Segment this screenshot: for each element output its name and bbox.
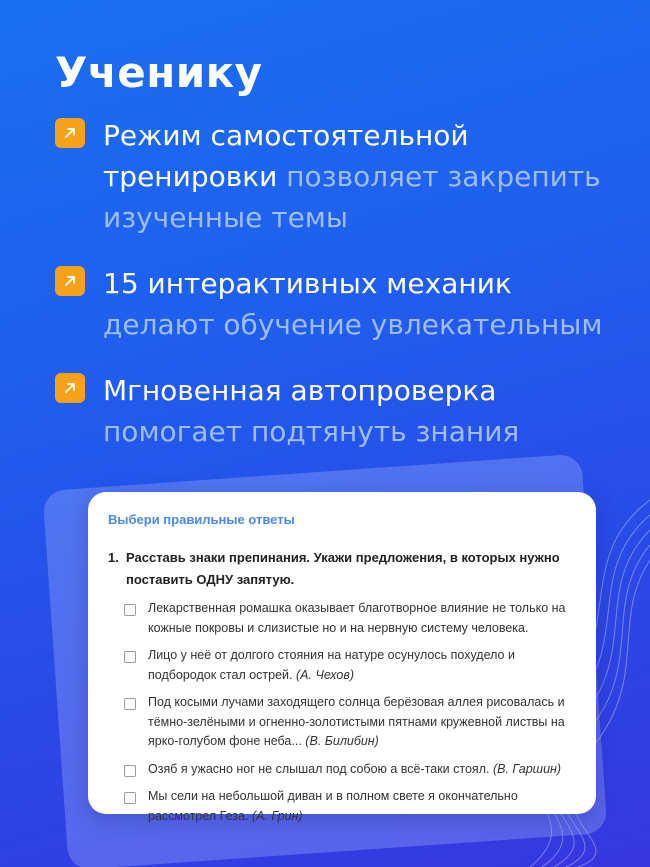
answer-options — [124, 599, 576, 826]
feature-text — [103, 115, 623, 238]
checkbox[interactable] — [124, 792, 136, 804]
arrow-up-right-icon — [55, 266, 85, 296]
feature-item — [55, 370, 623, 452]
arrow-up-right-icon — [55, 373, 85, 403]
option-author: (А. Грин) — [251, 808, 303, 823]
answer-option[interactable] — [124, 760, 576, 780]
question-number: 1. — [108, 550, 119, 565]
feature-highlight: Режим самостоятельной тренировки — [103, 119, 469, 193]
option-text: Лицо у неё от долгого стояния на натуре осунулось похудело и подбородок стал острей. — [148, 648, 515, 682]
feature-highlight: 15 интерактивных механик — [103, 267, 512, 300]
checkbox[interactable] — [124, 604, 136, 616]
checkbox[interactable] — [124, 765, 136, 777]
arrow-up-right-icon — [55, 118, 85, 148]
option-author: (В. Билибин) — [305, 734, 379, 748]
card-title: Выбери правильные ответы — [108, 512, 295, 527]
feature-description: помогает подтянуть знания — [103, 415, 520, 448]
option-author: (В. Гаршин) — [492, 761, 562, 776]
answer-option[interactable] — [124, 646, 576, 685]
feature-highlight: Мгновенная автопроверка — [103, 374, 497, 407]
feature-item — [55, 115, 623, 238]
page-title: Ученику — [55, 48, 263, 97]
question — [108, 547, 576, 591]
option-text: Озяб я ужасно ног не слышал под собою а всё-таки стоял. — [148, 761, 490, 776]
question-text: Расставь знаки препинания. Укажи предложения, в которых нужно поставить ОДНУ запятую. — [126, 550, 560, 587]
feature-description: делают обучение увлекательным — [103, 308, 603, 341]
feature-item — [55, 263, 623, 345]
feature-text — [103, 263, 623, 345]
option-author: (А. Чехов) — [296, 667, 355, 682]
feature-text — [103, 370, 623, 452]
feature-description: позволяет закрепить изученные темы — [103, 160, 601, 234]
answer-option[interactable] — [124, 599, 576, 638]
checkbox[interactable] — [124, 651, 136, 663]
option-text: Лекарственная ромашка оказывает благотворное влияние не только на кожные покровы и слизистые но и на нервную систему человека. — [148, 601, 566, 635]
answer-option[interactable] — [124, 693, 576, 752]
exercise-card — [88, 492, 596, 823]
option-text: Мы сели на небольшой диван и в полном свете я окончательно рассмотрел Геза. — [148, 789, 518, 823]
answer-option[interactable] — [124, 787, 576, 826]
checkbox[interactable] — [124, 698, 136, 710]
option-text: Под косыми лучами заходящего солнца берёзовая аллея рисовалась и тёмно-зелёными и огненно-золотистыми пятнами кружевной листвы на ярко-голубом фоне неба... — [148, 695, 565, 748]
